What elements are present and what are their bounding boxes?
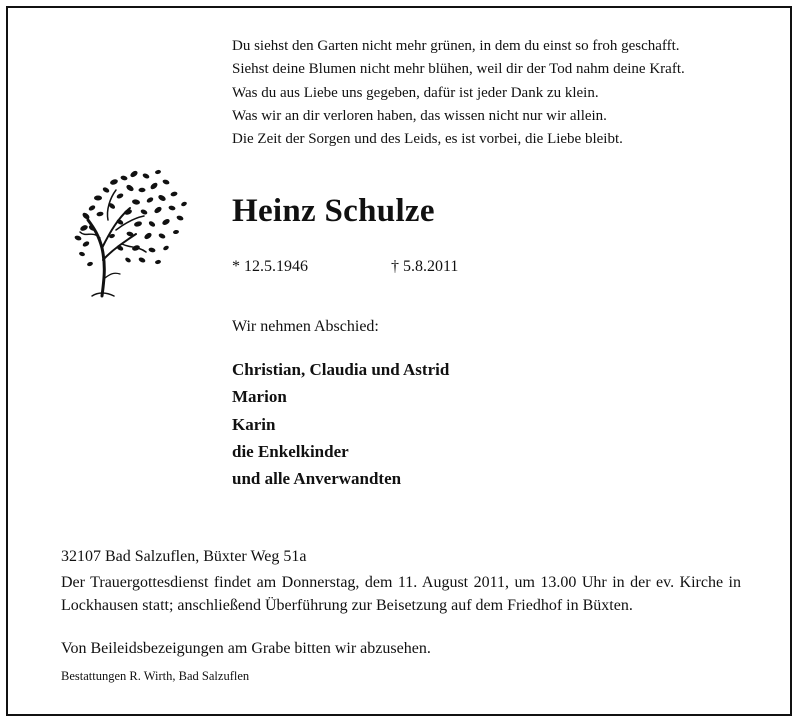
mourners-list: [232, 356, 449, 492]
deceased-name: Heinz Schulze: [232, 193, 435, 229]
life-dates: [232, 258, 458, 276]
death-date: † 5.8.2011: [391, 258, 459, 275]
poem-line: Was du aus Liebe uns gegeben, dafür ist jeder Dank zu klein.: [232, 84, 599, 101]
birth-date: * 12.5.1946: [232, 258, 308, 275]
poem-line: Was wir an dir verloren haben, das wissen nicht nur wir allein.: [232, 107, 607, 124]
address: 32107 Bad Salzuflen, Büxter Weg 51a: [61, 548, 307, 565]
mourner: die Enkelkinder: [232, 441, 349, 461]
funeral-home: Bestattungen R. Wirth, Bad Salzuflen: [61, 669, 250, 683]
poem-line: Du siehst den Garten nicht mehr grünen, in dem du einst so froh geschafft.: [232, 38, 680, 54]
service-details: Der Trauergottesdienst findet am Donnerstag, dem 11. August 2011, um 13.00 Uhr in der ev. Kirche in Lockhausen statt; anschließend Überführung zur Beisetzung auf dem Friedhof in Büxten.: [61, 574, 741, 614]
poem-line: Siehst deine Blumen nicht mehr blühen, weil dir der Tod nahm deine Kraft.: [232, 61, 685, 78]
condolence-note: Von Beileidsbezeigungen am Grabe bitten wir abzusehen.: [61, 640, 431, 657]
poem-line: Die Zeit der Sorgen und des Leids, es ist vorbei, die Liebe bleibt.: [232, 131, 623, 148]
farewell-line: Wir nehmen Abschied:: [232, 318, 379, 335]
mourner: Karin: [232, 414, 276, 434]
mourner: Marion: [232, 387, 287, 407]
tree-in-wind-icon: [72, 168, 192, 298]
poem: [232, 35, 685, 151]
mourner: Christian, Claudia und Astrid: [232, 360, 450, 379]
mourner: und alle Anverwandten: [232, 469, 402, 489]
